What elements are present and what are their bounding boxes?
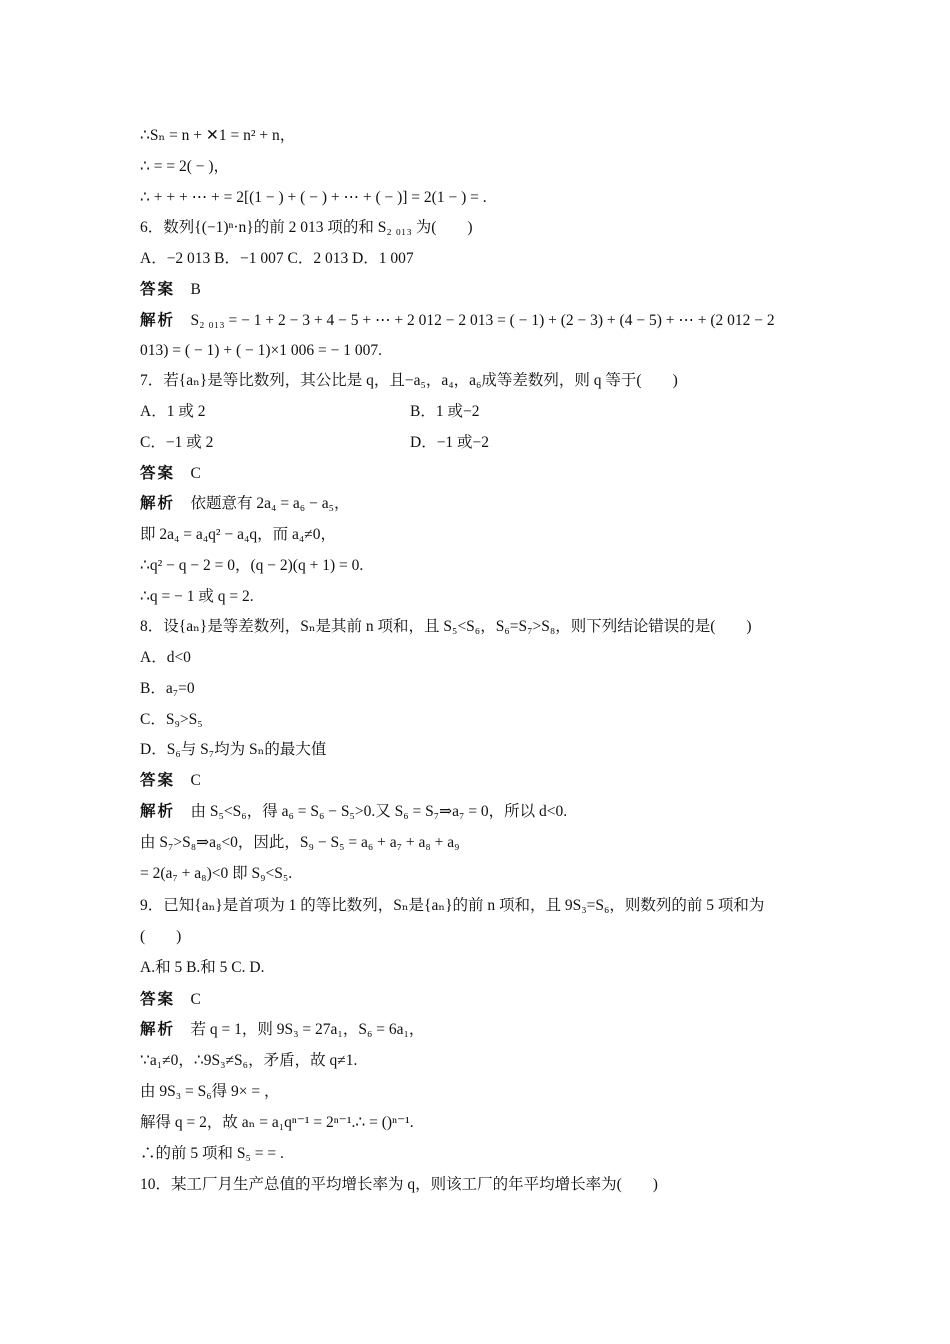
question-9-answer: 答案 C xyxy=(140,991,201,1008)
question-9-analysis-line-2: ∵a₁≠0，∴9S₃≠S₆，矛盾，故 q≠1. xyxy=(140,1052,358,1069)
question-7-option-a: A．1 或 2 xyxy=(140,403,206,420)
question-9-analysis-line-3: 由 9S₃ = S₆得 9× = ， xyxy=(140,1083,280,1100)
question-9-stem-cont: ( ) xyxy=(140,928,182,945)
question-8-option-b: B．a₇=0 xyxy=(140,680,195,697)
question-9-analysis-line-5: ∴的前 5 项和 S₅ = = . xyxy=(140,1145,284,1162)
question-8-analysis-line-3: = 2(a₇ + a₈)<0 即 S₉<S₅. xyxy=(140,865,293,882)
answer-label: 答案 xyxy=(140,281,176,298)
question-10-stem: 10．某工厂月生产总值的平均增长率为 q，则该工厂的年平均增长率为( ) xyxy=(140,1176,658,1193)
question-9-options: A.和 5 B.和 5 C. D. xyxy=(140,959,265,976)
question-7-stem: 7．若{aₙ}是等比数列，其公比是 q，且−a₅，a₄，a₆成等差数列，则 q 等于( ) xyxy=(140,372,678,389)
question-9-analysis-line-4: 解得 q = 2，故 aₙ = a₁qⁿ⁻¹ = 2ⁿ⁻¹.∴ = ()ⁿ⁻¹. xyxy=(140,1114,414,1131)
question-6-stem: 6．数列{(−1)ⁿ·n}的前 2 013 项的和 S₂ ₀₁₃ 为( ) xyxy=(140,219,473,236)
analysis-label: 解析 xyxy=(140,1021,176,1038)
solution-line-fraction-split: ∴ = = 2( − )， xyxy=(140,158,230,175)
question-7-analysis-line-4: ∴q = − 1 或 q = 2. xyxy=(140,588,254,605)
answer-label: 答案 xyxy=(140,991,176,1008)
question-7-analysis-line-3: ∴q² − q − 2 = 0，(q − 2)(q + 1) = 0. xyxy=(140,557,364,574)
question-8-analysis-line-2: 由 S₇>S₈⇒a₈<0，因此，S₉ − S₅ = a₆ + a₇ + a₈ + a₉ xyxy=(140,834,460,851)
question-7-option-c: C．−1 或 2 xyxy=(140,434,214,451)
question-8-option-c: C．S₉>S₅ xyxy=(140,711,203,728)
question-8-option-d: D．S₆与 S₇均为 Sₙ的最大值 xyxy=(140,741,327,758)
question-7-option-d: D．−1 或−2 xyxy=(410,434,490,451)
answer-label: 答案 xyxy=(140,465,176,482)
question-8-stem: 8．设{aₙ}是等差数列，Sₙ是其前 n 项和，且 S₅<S₆，S₆=S₇>S₈，则下列结论错误的是( ) xyxy=(140,618,752,635)
question-6-answer: 答案 B xyxy=(140,281,201,298)
solution-line-telescoping-sum: ∴ + + + ⋯ + = 2[(1 − ) + ( − ) + ⋯ + ( − )] = 2(1 − ) = . xyxy=(140,189,487,206)
question-7-answer: 答案 C xyxy=(140,465,201,482)
answer-label: 答案 xyxy=(140,772,176,789)
question-7-analysis: 解析 依题意有 2a₄ = a₆ − a₅， xyxy=(140,495,350,512)
solution-line-sn-formula: ∴Sₙ = n + ✕1 = n² + n， xyxy=(140,127,296,144)
question-9-stem: 9．已知{aₙ}是首项为 1 的等比数列，Sₙ是{aₙ}的前 n 项和，且 9S₃=S₆，则数列的前 5 项和为 xyxy=(140,897,765,914)
question-8-analysis: 解析 由 S₅<S₆，得 a₆ = S₆ − S₅>0.又 S₆ = S₇⇒a₇ = 0，所以 d<0. xyxy=(140,803,568,820)
analysis-label: 解析 xyxy=(140,803,176,820)
question-6-analysis: 解析 S₂ ₀₁₃ = − 1 + 2 − 3 + 4 − 5 + ⋯ + 2 012 − 2 013 = ( − 1) + (2 − 3) + (4 − 5) + ⋯ + (2 012 − 2 xyxy=(140,312,775,329)
question-7-analysis-line-2: 即 2a₄ = a₄q² − a₄q，而 a₄≠0， xyxy=(140,526,337,543)
question-7-option-b: B．1 或−2 xyxy=(410,403,480,420)
question-8-option-a: A．d<0 xyxy=(140,649,191,666)
analysis-label: 解析 xyxy=(140,312,176,329)
question-6-options: A．−2 013 B．−1 007 C．2 013 D．1 007 xyxy=(140,250,414,267)
question-8-answer: 答案 C xyxy=(140,772,201,789)
question-6-analysis-cont: 013) = ( − 1) + ( − 1)×1 006 = − 1 007. xyxy=(140,342,382,359)
question-9-analysis: 解析 若 q = 1，则 9S₃ = 27a₁，S₆ = 6a₁， xyxy=(140,1021,425,1038)
analysis-label: 解析 xyxy=(140,495,176,512)
